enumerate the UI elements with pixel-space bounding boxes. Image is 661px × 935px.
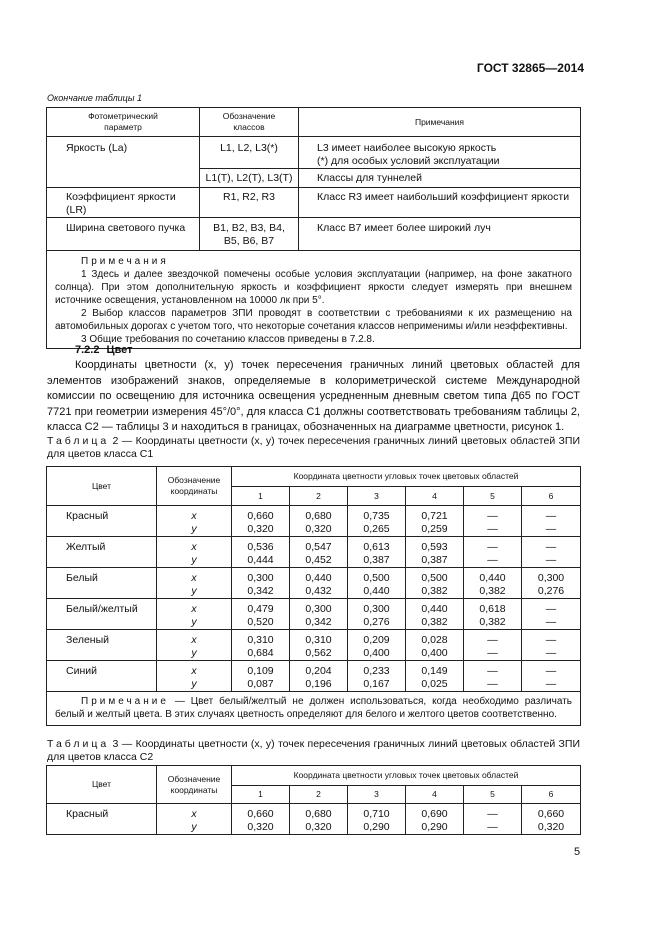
- coordinate-value-cell: [348, 804, 406, 835]
- coordinate-value-cell: [464, 630, 522, 661]
- section-paragraph: Координаты цветности (x, y) точек пересечения граничных линий цветовых областей для элементов изображений знаков, определяемые в колориметрической системе Международной комиссии по освещению для источника освещения усредненным дневным светом типа Д65 по ГОСТ 7721 при геометрии измерения 45°/0°, для класса C1 должны соответствовать требованиям таблицы 2, класса C2 — таблицы 3 и находиться в границах, обозначенных на диаграмме цветности, рисунок 1.: [47, 359, 580, 433]
- coordinate-value-y: 0,452: [305, 554, 332, 566]
- coordinate-value-y: 0,320: [247, 821, 274, 833]
- table2: [46, 466, 581, 726]
- section-heading: [75, 343, 133, 359]
- table3-header-group: Координата цветности угловых точек цветовых областей: [232, 766, 581, 786]
- coordinate-value-x: 0,660: [247, 510, 274, 522]
- table3: [46, 765, 581, 835]
- table1-param: Ширина светового пучка: [47, 218, 200, 251]
- coordinate-value-y: 0,167: [363, 678, 390, 690]
- table2-header-col4: 4: [406, 487, 464, 506]
- coordinate-value-y: —: [487, 554, 498, 566]
- coordinate-value-cell: [406, 506, 464, 537]
- coordinate-value-x: 0,204: [305, 665, 332, 677]
- table2-header-col5: 5: [464, 487, 522, 506]
- table1-classes: R1, R2, R3: [200, 188, 299, 218]
- section-title: Цвет: [106, 344, 133, 356]
- table1-classes: L1(T), L2(T), L3(T): [200, 169, 299, 188]
- coordinate-value-x: 0,300: [537, 572, 565, 584]
- standard-header: ГОСТ 32865—2014: [476, 61, 584, 75]
- coordinate-value-y: 0,290: [363, 821, 390, 833]
- coordinate-symbol-y: y: [191, 678, 197, 690]
- coordinate-symbol-x: x: [191, 541, 197, 553]
- coordinate-value-y: 0,382: [421, 616, 448, 628]
- coordinate-value-cell: [232, 568, 290, 599]
- table2-header-color: Цвет: [47, 467, 157, 506]
- coordinate-symbol-x: x: [191, 665, 197, 677]
- coordinate-designation-cell: [157, 599, 232, 630]
- table2-title-text: 2 — Координаты цветности (x, y) точек пересечения граничных линий цветовых областей ЗПИ для цветов класса C1: [47, 435, 580, 460]
- coordinate-value-x: 0,440: [421, 603, 448, 615]
- coordinate-value-y: 0,196: [305, 678, 332, 690]
- table1-param: Коэффициент яркости (LR): [47, 188, 200, 218]
- table1: [46, 107, 581, 349]
- coordinate-value-cell: [290, 630, 348, 661]
- coordinate-value-cell: [290, 661, 348, 692]
- coordinate-value-cell: [290, 804, 348, 835]
- coordinate-value-y: —: [487, 523, 498, 535]
- coordinate-value-x: 0,690: [421, 808, 448, 820]
- coordinate-value-y: —: [545, 678, 557, 690]
- coordinate-value-y: —: [545, 554, 557, 566]
- coordinate-value-cell: [522, 599, 581, 630]
- coordinate-value-x: 0,547: [305, 541, 332, 553]
- coordinate-symbol-y: y: [191, 647, 197, 659]
- coordinate-value-cell: [406, 599, 464, 630]
- table2-note: [47, 692, 581, 726]
- coordinate-value-cell: [232, 661, 290, 692]
- coordinate-value-x: 0,300: [247, 572, 274, 584]
- coordinate-value-y: —: [487, 647, 498, 659]
- coordinate-value-y: —: [545, 616, 557, 628]
- coordinate-value-cell: [522, 506, 581, 537]
- table1-header-param: Фотометрический параметр: [47, 108, 200, 137]
- table3-title: [47, 738, 580, 764]
- coordinate-value-x: 0,593: [421, 541, 448, 553]
- table2-header-col1: 1: [232, 487, 290, 506]
- coordinate-value-y: —: [545, 647, 557, 659]
- coordinate-value-cell: [522, 661, 581, 692]
- coordinate-value-cell: [522, 630, 581, 661]
- coordinate-symbol-y: y: [191, 554, 197, 566]
- coordinate-value-y: 0,382: [421, 585, 448, 597]
- table1-notes-block: [47, 251, 581, 349]
- coordinate-value-x: 0,660: [537, 808, 565, 820]
- coordinate-value-cell: [348, 599, 406, 630]
- coordinate-value-x: 0,680: [305, 808, 332, 820]
- table-row: [47, 599, 581, 630]
- color-name-cell: Белый: [47, 568, 157, 599]
- coordinate-designation-cell: [157, 506, 232, 537]
- coordinate-symbol-x: x: [191, 808, 197, 820]
- table1-caption: Окончание таблицы 1: [47, 93, 142, 103]
- table3-header-col3: 3: [348, 786, 406, 804]
- coordinate-value-y: 0,320: [247, 523, 274, 535]
- table2-header-col3: 3: [348, 487, 406, 506]
- coordinate-symbol-y: y: [191, 616, 197, 628]
- coordinate-value-y: 0,400: [421, 647, 448, 659]
- coordinate-value-cell: [290, 568, 348, 599]
- coordinate-value-x: 0,710: [363, 808, 390, 820]
- coordinate-value-y: —: [487, 678, 498, 690]
- coordinate-value-y: 0,382: [479, 585, 506, 597]
- table3-header-col5: 5: [464, 786, 522, 804]
- table3-header-col1: 1: [232, 786, 290, 804]
- coordinate-value-x: 0,735: [363, 510, 390, 522]
- coordinate-value-y: 0,276: [363, 616, 390, 628]
- coordinate-value-x: 0,149: [421, 665, 448, 677]
- coordinate-value-cell: [290, 599, 348, 630]
- coordinate-value-cell: [522, 568, 581, 599]
- coordinate-value-y: 0,440: [363, 585, 390, 597]
- coordinate-value-cell: [522, 804, 581, 835]
- section-number: 7.2.2: [75, 344, 100, 356]
- coordinate-value-cell: [406, 568, 464, 599]
- table3-title-text: 3 — Координаты цветности (x, y) точек пересечения граничных линий цветовых областей ЗПИ для цветов класса C2: [47, 738, 580, 763]
- coordinate-designation-cell: [157, 661, 232, 692]
- coordinate-symbol-x: x: [191, 634, 197, 646]
- table3-header-col6: 6: [522, 786, 581, 804]
- table1-param: [47, 169, 200, 188]
- color-name-cell: Красный: [47, 804, 157, 835]
- coordinate-value-x: —: [487, 510, 498, 522]
- table3-header-designation: Обозначение координаты: [157, 766, 232, 804]
- coordinate-value-y: 0,444: [247, 554, 274, 566]
- coordinate-value-x: —: [545, 541, 557, 553]
- coordinate-value-y: 0,382: [479, 616, 506, 628]
- coordinate-value-y: 0,432: [305, 585, 332, 597]
- coordinate-value-x: 0,310: [305, 634, 332, 646]
- coordinate-value-cell: [464, 661, 522, 692]
- color-name-cell: Белый/желтый: [47, 599, 157, 630]
- table-row: [47, 661, 581, 692]
- color-name-cell: Красный: [47, 506, 157, 537]
- coordinate-value-cell: [290, 537, 348, 568]
- coordinate-value-y: 0,320: [305, 523, 332, 535]
- coordinate-value-x: —: [545, 665, 557, 677]
- coordinate-value-cell: [464, 599, 522, 630]
- table1-note: Классы для туннелей: [299, 169, 581, 188]
- coordinate-value-x: 0,500: [363, 572, 390, 584]
- coordinate-value-y: 0,400: [363, 647, 390, 659]
- coordinate-value-cell: [406, 537, 464, 568]
- color-name-cell: Желтый: [47, 537, 157, 568]
- table1-note-item: 3 Общие требования по сочетанию классов приведены в 7.2.8.: [81, 334, 375, 345]
- coordinate-value-x: 0,209: [363, 634, 390, 646]
- coordinate-symbol-y: y: [191, 821, 197, 833]
- coordinate-value-y: 0,276: [537, 585, 565, 597]
- table2-header-col2: 2: [290, 487, 348, 506]
- coordinate-value-y: 0,387: [421, 554, 448, 566]
- table1-notes-title: Примечания: [81, 256, 169, 267]
- coordinate-value-x: —: [487, 665, 498, 677]
- coordinate-value-x: 0,109: [247, 665, 274, 677]
- coordinate-symbol-x: x: [191, 572, 197, 584]
- coordinate-value-x: 0,028: [421, 634, 448, 646]
- table1-note: L3 имеет наиболее высокую яркость (*) для особых условий эксплуатации: [299, 137, 581, 169]
- table3-header-color: Цвет: [47, 766, 157, 804]
- table-row: [47, 568, 581, 599]
- page-number: 5: [574, 846, 581, 858]
- coordinate-value-y: 0,387: [363, 554, 390, 566]
- coordinate-value-cell: [348, 537, 406, 568]
- table-row: [47, 630, 581, 661]
- table2-note-text: — Цвет белый/желтый не должен использоваться, когда необходимо различать белый и желтый цвета. В этих случаях цветность определяют для белого и желтого цветов соответственно.: [55, 696, 572, 720]
- table3-label: Таблица: [47, 738, 110, 750]
- coordinate-value-cell: [290, 506, 348, 537]
- coordinate-value-x: —: [545, 510, 557, 522]
- coordinate-symbol-x: x: [191, 510, 197, 522]
- table1-header-notes: Примечания: [299, 108, 581, 137]
- coordinate-value-cell: [348, 630, 406, 661]
- coordinate-value-y: 0,520: [247, 616, 274, 628]
- coordinate-value-y: 0,342: [247, 585, 274, 597]
- coordinate-value-y: —: [545, 523, 557, 535]
- coordinate-value-x: 0,300: [363, 603, 390, 615]
- coordinate-value-y: 0,684: [247, 647, 274, 659]
- coordinate-value-cell: [522, 537, 581, 568]
- table2-header-col6: 6: [522, 487, 581, 506]
- table2-title: [47, 435, 580, 461]
- table3-header-col2: 2: [290, 786, 348, 804]
- coordinate-value-x: 0,613: [363, 541, 390, 553]
- coordinate-value-cell: [232, 630, 290, 661]
- coordinate-value-cell: [348, 506, 406, 537]
- table1-note: Класс B7 имеет более широкий луч: [299, 218, 581, 251]
- table1-param: Яркость (La): [47, 137, 200, 169]
- coordinate-symbol-x: x: [191, 603, 197, 615]
- coordinate-designation-cell: [157, 804, 232, 835]
- table1-note-item: 1 Здесь и далее звездочкой помечены особые условия эксплуатации (например, на фоне закатного солнца). При этом дополнительную яркость и коэффициент яркости следует измерять при внешнем источнике освещения, установленном на 10000 лк при 5°.: [55, 269, 572, 306]
- coordinate-value-y: 0,290: [421, 821, 448, 833]
- coordinate-value-x: 0,310: [247, 634, 274, 646]
- coordinate-value-y: 0,320: [537, 821, 565, 833]
- table1-classes: B1, B2, B3, B4, B5, B6, B7: [200, 218, 299, 251]
- coordinate-value-x: 0,233: [363, 665, 390, 677]
- coordinate-value-cell: [464, 568, 522, 599]
- coordinate-designation-cell: [157, 630, 232, 661]
- coordinate-value-x: —: [545, 603, 557, 615]
- coordinate-value-cell: [232, 804, 290, 835]
- table1-header-classes: Обозначение классов: [200, 108, 299, 137]
- coordinate-value-x: 0,618: [479, 603, 506, 615]
- coordinate-value-x: 0,479: [247, 603, 274, 615]
- table2-note-label: Примечание: [81, 696, 169, 707]
- coordinate-value-cell: [348, 568, 406, 599]
- coordinate-value-x: 0,500: [421, 572, 448, 584]
- table2-label: Таблица: [47, 435, 110, 447]
- table-row: [47, 506, 581, 537]
- coordinate-value-y: 0,265: [363, 523, 390, 535]
- coordinate-value-x: 0,440: [305, 572, 332, 584]
- coordinate-value-cell: [464, 537, 522, 568]
- coordinate-value-x: —: [487, 541, 498, 553]
- coordinate-designation-cell: [157, 568, 232, 599]
- coordinate-value-cell: [464, 506, 522, 537]
- coordinate-value-cell: [464, 804, 522, 835]
- coordinate-value-x: 0,660: [247, 808, 274, 820]
- coordinate-value-x: —: [487, 634, 498, 646]
- coordinate-value-x: 0,721: [421, 510, 448, 522]
- coordinate-value-cell: [232, 599, 290, 630]
- coordinate-symbol-y: y: [191, 523, 197, 535]
- coordinate-value-y: 0,320: [305, 821, 332, 833]
- coordinate-value-cell: [406, 661, 464, 692]
- coordinate-value-x: 0,536: [247, 541, 274, 553]
- coordinate-value-cell: [348, 661, 406, 692]
- coordinate-value-y: 0,025: [421, 678, 448, 690]
- coordinate-value-y: 0,342: [305, 616, 332, 628]
- coordinate-value-y: 0,087: [247, 678, 274, 690]
- table2-header-designation: Обозначение координаты: [157, 467, 232, 506]
- table1-note-item: 2 Выбор классов параметров ЗПИ проводят в соответствии с требованиями к их размещению на автомобильных дорогах с учетом того, что некоторые сочетания классов неприменимы и/или неэффективны.: [55, 308, 572, 332]
- coordinate-value-cell: [232, 506, 290, 537]
- table3-header-col4: 4: [406, 786, 464, 804]
- coordinate-value-cell: [406, 630, 464, 661]
- coordinate-value-x: 0,440: [479, 572, 506, 584]
- table1-note: Класс R3 имеет наибольший коэффициент яркости: [299, 188, 581, 218]
- coordinate-value-x: 0,680: [305, 510, 332, 522]
- table-row: [47, 804, 581, 835]
- coordinate-value-cell: [232, 537, 290, 568]
- coordinate-designation-cell: [157, 537, 232, 568]
- table1-classes: L1, L2, L3(*): [200, 137, 299, 169]
- coordinate-value-y: —: [487, 821, 498, 833]
- coordinate-value-y: 0,562: [305, 647, 332, 659]
- color-name-cell: Синий: [47, 661, 157, 692]
- coordinate-value-x: 0,300: [305, 603, 332, 615]
- coordinate-symbol-y: y: [191, 585, 197, 597]
- coordinate-value-x: —: [545, 634, 557, 646]
- table-row: [47, 537, 581, 568]
- table2-header-group: Координата цветности угловых точек цветовых областей: [232, 467, 581, 487]
- color-name-cell: Зеленый: [47, 630, 157, 661]
- coordinate-value-cell: [406, 804, 464, 835]
- coordinate-value-y: 0,259: [421, 523, 448, 535]
- coordinate-value-x: —: [487, 808, 498, 820]
